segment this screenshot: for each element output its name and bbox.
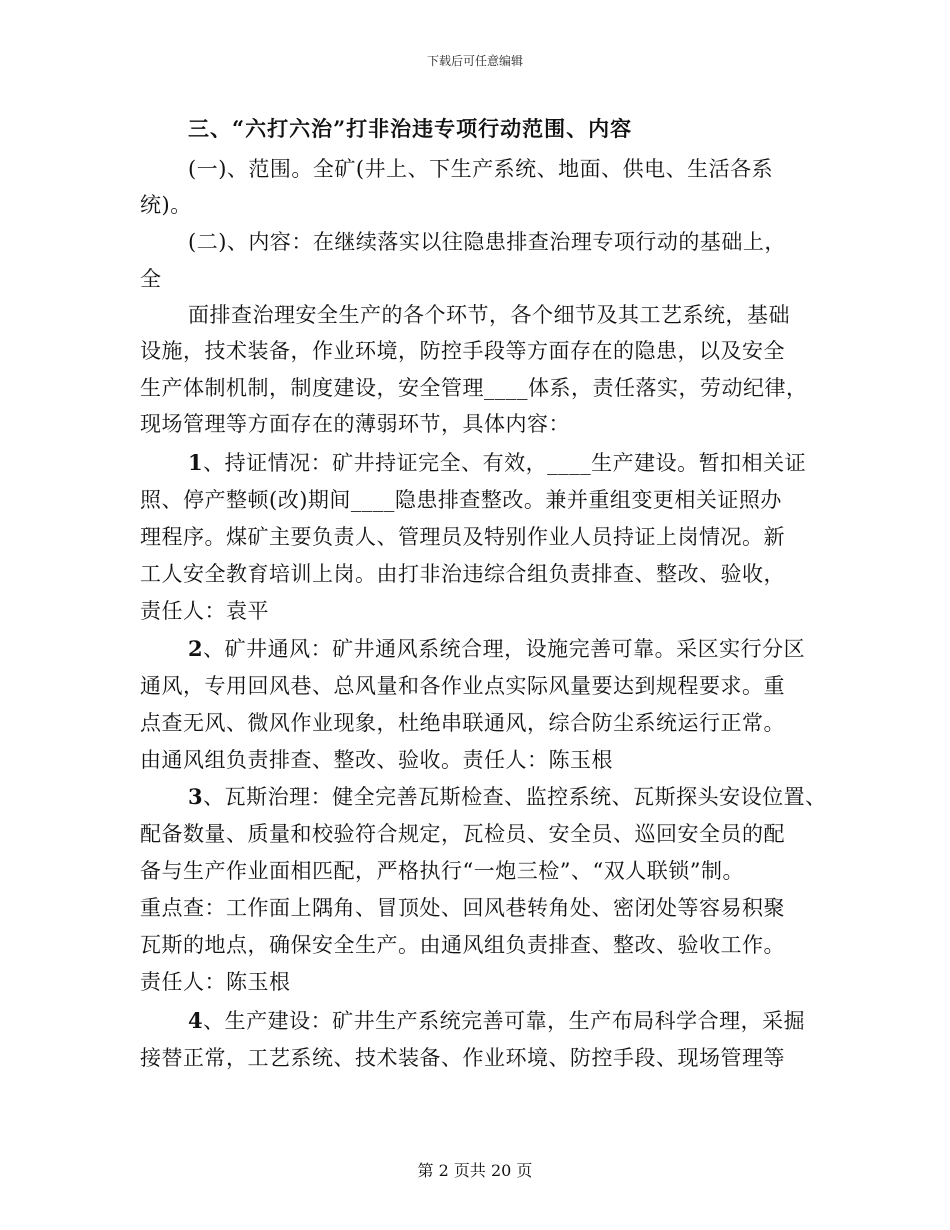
paragraph-line: 通风，专用回风巷、总风量和各作业点实际风量要达到规程要求。重 <box>140 674 785 698</box>
paragraph-line: 点查无风、微风作业现象，杜绝串联通风，综合防尘系统运行正常。 <box>140 711 785 735</box>
paragraph-line: 接替正常，工艺系统、技术装备、作业环境、防控手段、现场管理等 <box>140 1046 785 1070</box>
paragraph-line: 备与生产作业面相匹配，严格执行“一炮三检”、“双人联锁”制。 <box>140 859 744 883</box>
paragraph-line: 责任人：袁平 <box>140 599 269 623</box>
paragraph-line: 面排查治理安全生产的各个环节，各个细节及其工艺系统，基础 <box>188 303 790 327</box>
paragraph-line: (二)、内容：在继续落实以往隐患排查治理专项行动的基础上， <box>188 230 786 254</box>
paragraph-line: 工人安全教育培训上岗。由打非治违综合组负责排查、整改、验收， <box>140 562 785 586</box>
section-heading: 三、“六打六治”打非治违专项行动范围、内容 <box>188 116 633 141</box>
paragraph-line: 生产体制机制，制度建设，安全管理____体系，责任落实，劳动纪律， <box>140 376 808 400</box>
page-footer: 第 2 页共 20 页 <box>417 1161 533 1180</box>
paragraph-line: 全 <box>140 267 162 291</box>
paragraph-line: 理程序。煤矿主要负责人、管理员及特别作业人员持证上岗情况。新 <box>140 525 785 549</box>
paragraph-line: 瓦斯的地点，确保安全生产。由通风组负责排查、整改、验收工作。 <box>140 933 785 957</box>
item-number: 2 <box>188 636 204 661</box>
item-2-line: 2、矿井通风：矿井通风系统合理，设施完善可靠。采区实行分区 <box>188 636 806 661</box>
item-4-line: 4、生产建设：矿井生产系统完善可靠，生产布局科学合理，采掘 <box>188 1008 806 1033</box>
paragraph-line: 设施，技术装备，作业环境，防控手段等方面存在的隐患，以及安全 <box>140 339 785 363</box>
item-1-line: 1、持证情况：矿井持证完全、有效，____生产建设。暂扣相关证 <box>188 450 807 475</box>
paragraph-line: 责任人：陈玉根 <box>140 970 291 994</box>
paragraph-line: 照、停产整顿(改)期间____隐患排查整改。兼并重组变更相关证照办 <box>140 488 782 512</box>
paragraph-line: 现场管理等方面存在的薄弱环节，具体内容： <box>140 412 570 436</box>
item-number: 4 <box>188 1008 204 1033</box>
paragraph-line: 统)。 <box>140 193 192 217</box>
header-note: 下载后可任意编辑 <box>426 54 523 68</box>
paragraph-line: 由通风组负责排查、整改、验收。责任人：陈玉根 <box>140 748 613 772</box>
item-number: 3 <box>188 784 204 809</box>
item-number: 1 <box>188 450 204 475</box>
paragraph-line: (一)、范围。全矿(井上、下生产系统、地面、供电、生活各系 <box>188 157 774 181</box>
item-3-line: 3、瓦斯治理：健全完善瓦斯检查、监控系统、瓦斯探头安设位置、 <box>188 784 827 809</box>
paragraph-line: 配备数量、质量和校验符合规定，瓦检员、安全员、巡回安全员的配 <box>140 822 785 846</box>
paragraph-line: 重点查：工作面上隅角、冒顶处、回风巷转角处、密闭处等容易积聚 <box>140 896 785 920</box>
